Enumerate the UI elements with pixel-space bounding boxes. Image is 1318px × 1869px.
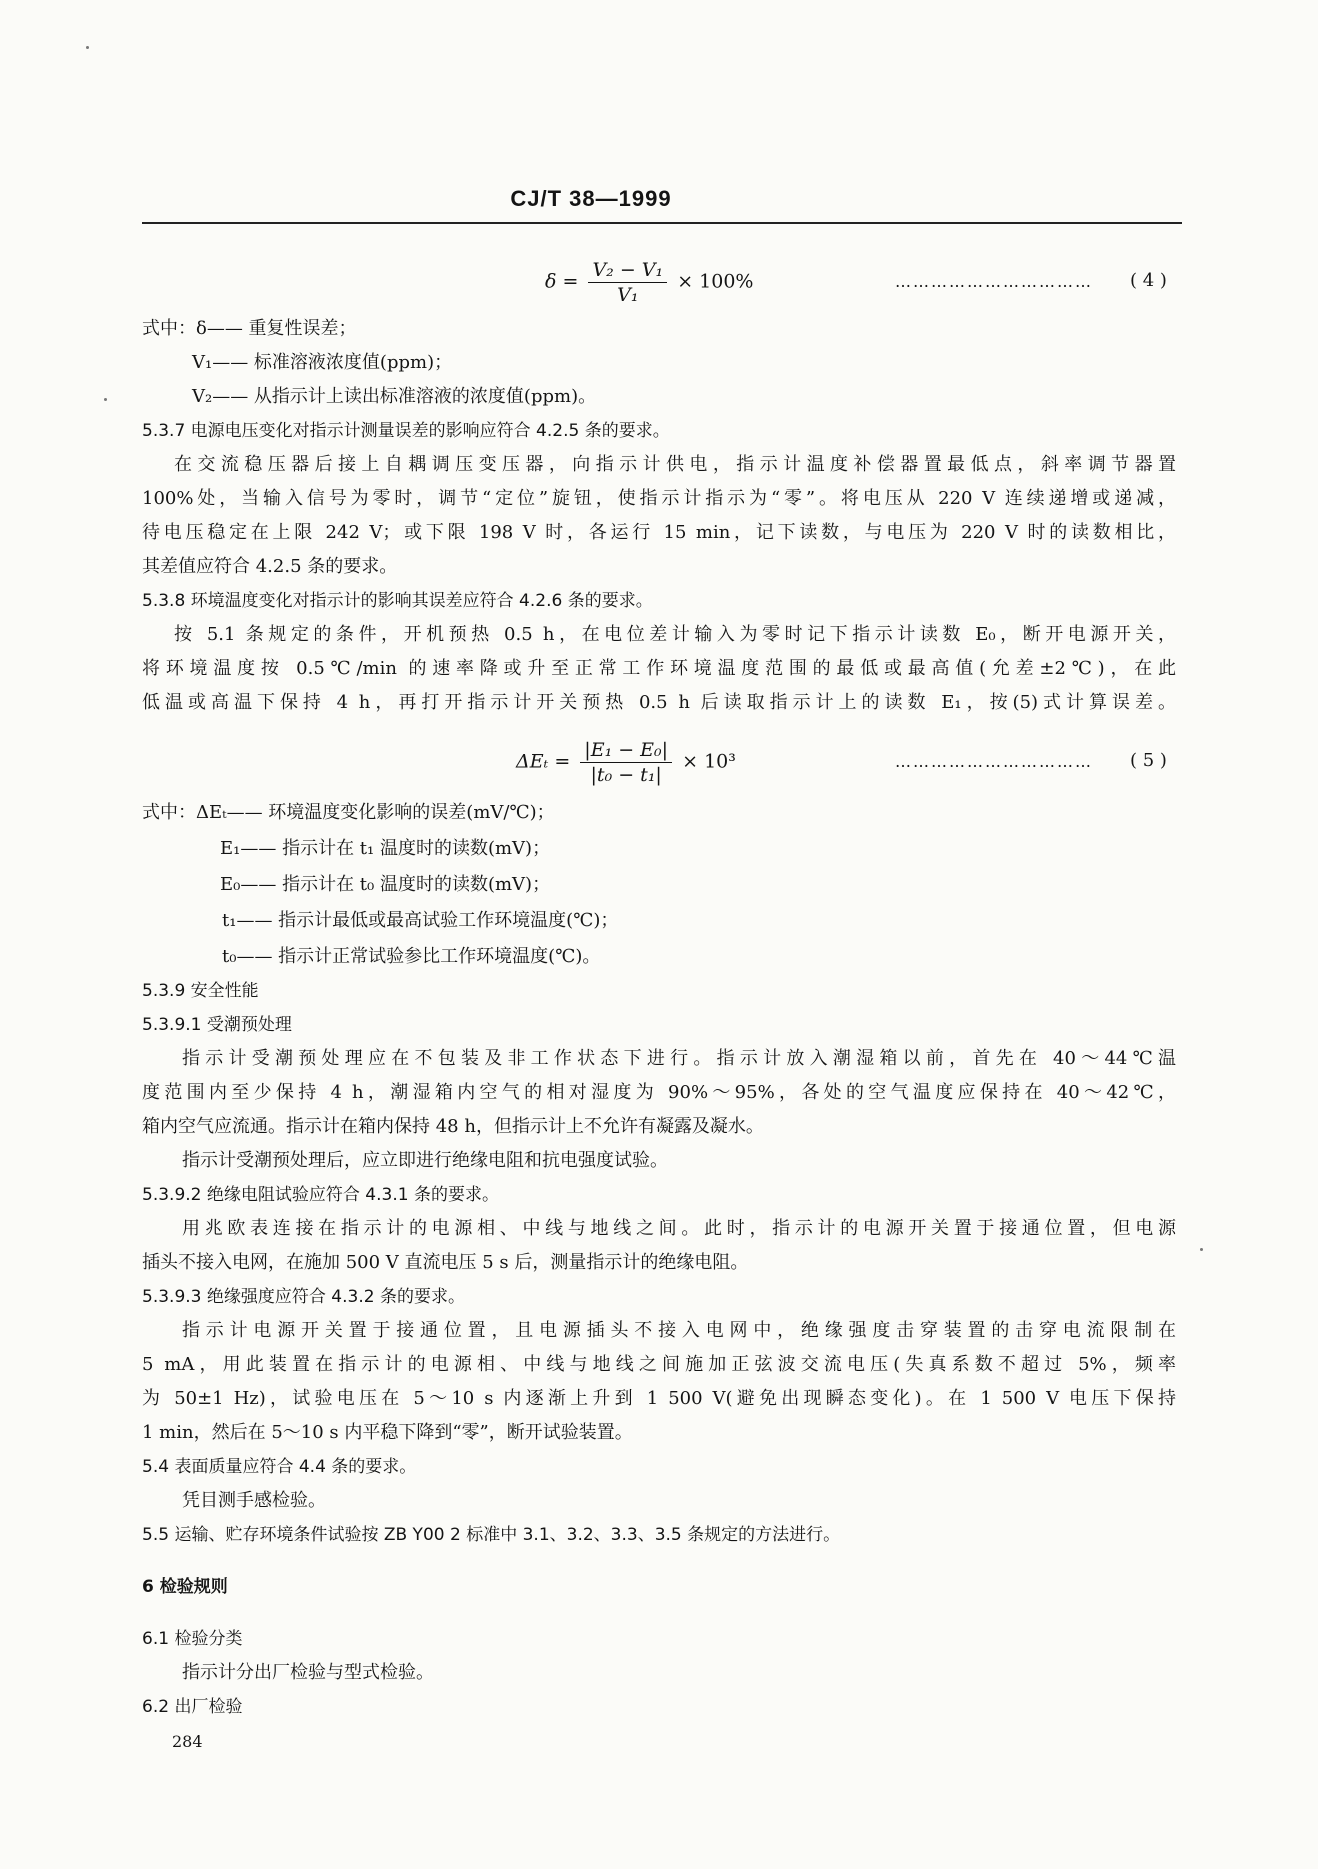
formula-4-rhs: × 100% [677,270,754,293]
paragraph-line: 在交流稳压器后接上自耦调压变压器，向指示计供电，指示计温度补偿器置最低点，斜率调节器置 [174,454,1176,475]
paragraph-line: 其差值应符合 4.2.5 条的要求。 [142,556,398,577]
paragraph-line: 将环境温度按 0.5℃/min 的速率降或升至正常工作环境温度范围的最低或最高值(允差±2℃)，在此 [142,658,1176,679]
formula-4-denominator: V₁ [617,284,639,306]
formula-5 [516,738,736,787]
legend-4-line: V₂—— 从指示计上读出标准溶液的浓度值(ppm)。 [192,386,597,407]
paragraph-line: 用兆欧表连接在指示计的电源相、中线与地线之间。此时，指示计的电源开关置于接通位置，但电源 [182,1218,1176,1239]
section-6-2-title: 6.2 出厂检验 [142,1697,243,1717]
formula-5-fraction [580,738,672,787]
scan-speck [104,398,107,401]
paragraph-line: 待电压稳定在上限 242 V；或下限 198 V 时，各运行 15 min，记下读数，与电压为 220 V 时的读数相比， [142,522,1176,543]
legend-4-line: 式中：δ—— 重复性误差； [142,318,357,339]
paragraph-line: 凭目测手感检验。 [182,1490,326,1511]
page-number: 284 [172,1732,203,1751]
paragraph-line: 1 min，然后在 5～10 s 内平稳下降到“零”，断开试验装置。 [142,1422,633,1443]
section-5-3-9-2-title: 5.3.9.2 绝缘电阻试验应符合 4.3.1 条的要求。 [142,1185,499,1205]
legend-4-line: V₁—— 标准溶液浓度值(ppm)； [192,352,453,373]
section-5-3-9-1-title: 5.3.9.1 受潮预处理 [142,1015,292,1035]
formula-4 [545,258,753,307]
legend-5-line: E₀—— 指示计在 t₀ 温度时的读数(mV)； [220,874,551,895]
paragraph-line: 指示计受潮预处理后，应立即进行绝缘电阻和抗电强度试验。 [182,1150,668,1171]
formula-4-leader: …………………………… [895,272,1093,291]
legend-5-line: t₁—— 指示计最低或最高试验工作环境温度(℃)； [222,910,619,931]
paragraph-line: 度范围内至少保持 4 h，潮湿箱内空气的相对湿度为 90%～95%，各处的空气温度应保持在 40～42℃， [142,1082,1176,1103]
formula-4-fraction [588,258,667,307]
paragraph-line: 5 mA，用此装置在指示计的电源相、中线与地线之间施加正弦波交流电压(失真系数不超过 5%，频率 [142,1354,1176,1375]
legend-5-line: t₀—— 指示计正常试验参比工作环境温度(℃)。 [222,946,601,967]
paragraph-line: 100%处，当输入信号为零时，调节“定位”旋钮，使指示计指示为“零”。将电压从 220 V 连续递增或递减， [142,488,1176,509]
paragraph-line: 插头不接入电网，在施加 500 V 直流电压 5 s 后，测量指示计的绝缘电阻。 [142,1252,749,1273]
paragraph-line: 低温或高温下保持 4 h，再打开指示计开关预热 0.5 h 后读取指示计上的读数 E₁，按(5)式计算误差。 [142,692,1176,713]
paragraph-line: 为 50±1 Hz)，试验电压在 5～10 s 内逐渐上升到 1 500 V(避免出现瞬态变化)。在 1 500 V 电压下保持 [142,1388,1176,1409]
section-5-3-9-3-title: 5.3.9.3 绝缘强度应符合 4.3.2 条的要求。 [142,1287,465,1307]
legend-5-line: E₁—— 指示计在 t₁ 温度时的读数(mV)； [220,838,551,859]
paragraph-line: 指示计分出厂检验与型式检验。 [182,1662,434,1683]
legend-5-line: 式中：ΔEₜ—— 环境温度变化影响的误差(mV/℃)； [142,802,555,823]
chapter-6-title: 6 检验规则 [142,1577,228,1597]
formula-5-lhs: ΔEₜ = [516,750,571,773]
header-rule [142,222,1182,224]
section-5-3-9-title: 5.3.9 安全性能 [142,981,259,1001]
section-5-3-7-title: 5.3.7 电源电压变化对指示计测量误差的影响应符合 4.2.5 条的要求。 [142,421,670,441]
page-header: CJ/T 38—1999 [510,186,672,211]
paragraph-line: 按 5.1 条规定的条件，开机预热 0.5 h，在电位差计输入为零时记下指示计读数 E₀，断开电源开关， [174,624,1176,645]
formula-4-lhs: δ = [545,270,579,293]
section-6-1-title: 6.1 检验分类 [142,1629,243,1649]
section-5-3-8-title: 5.3.8 环境温度变化对指示计的影响其误差应符合 4.2.6 条的要求。 [142,591,653,611]
scan-speck [86,46,89,49]
formula-5-label: ( 5 ) [1130,750,1167,771]
formula-5-leader: …………………………… [895,752,1093,771]
formula-5-rhs: × 10³ [682,750,736,773]
paragraph-line: 指示计电源开关置于接通位置，且电源插头不接入电网中，绝缘强度击穿装置的击穿电流限制在 [182,1320,1176,1341]
section-5-5-title: 5.5 运输、贮存环境条件试验按 ZB Y00 2 标准中 3.1、3.2、3.3、3.5 条规定的方法进行。 [142,1525,841,1545]
paragraph-line: 指示计受潮预处理应在不包装及非工作状态下进行。指示计放入潮湿箱以前，首先在 40～44℃温 [182,1048,1176,1069]
formula-4-numerator: V₂ − V₁ [588,258,667,283]
paragraph-line: 箱内空气应流通。指示计在箱内保持 48 h，但指示计上不允许有凝露及凝水。 [142,1116,764,1137]
scan-speck [1200,1248,1203,1251]
section-5-4-title: 5.4 表面质量应符合 4.4 条的要求。 [142,1457,417,1477]
formula-5-numerator: |E₁ − E₀| [580,738,672,763]
formula-5-denominator: |t₀ − t₁| [590,764,662,786]
formula-4-label: ( 4 ) [1130,270,1167,291]
